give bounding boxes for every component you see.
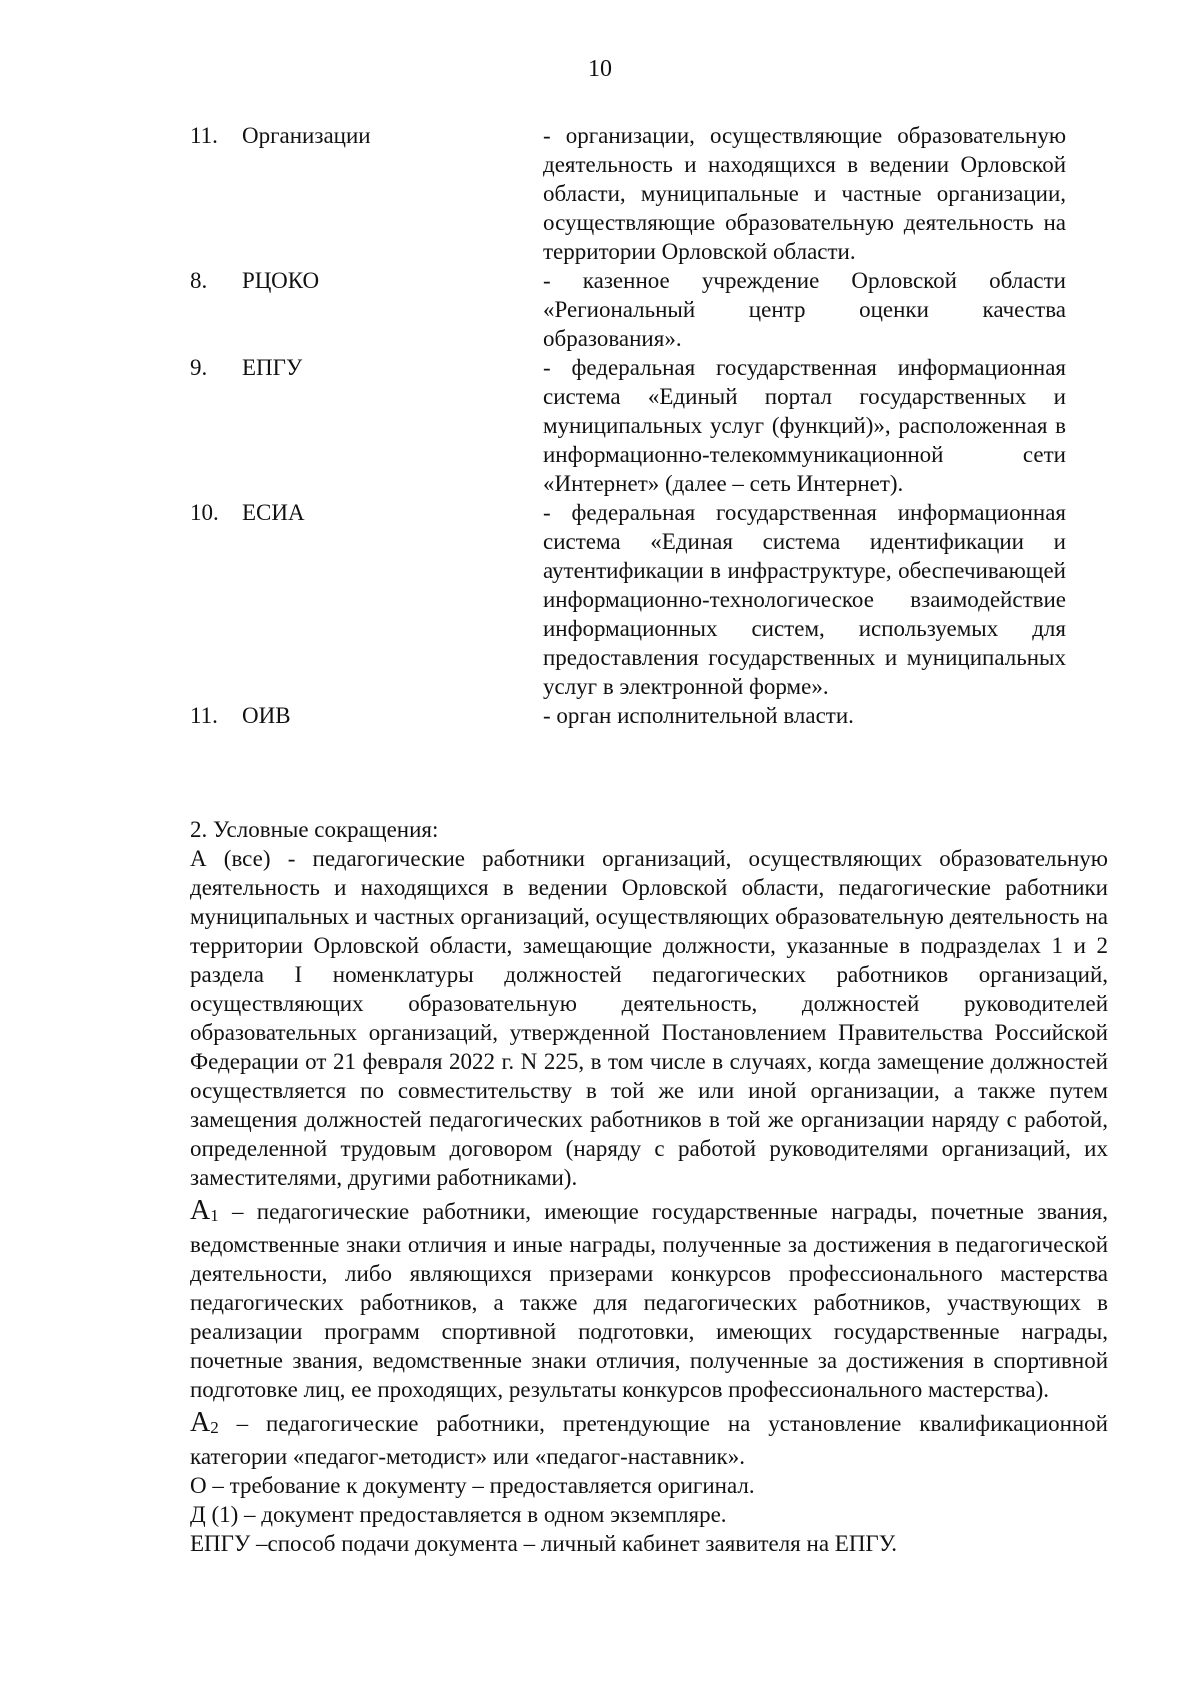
terms-table <box>190 121 1108 730</box>
term-definition: - казенное учреждение Орловской области «Региональный центр оценки качества образования». <box>543 268 1066 351</box>
term-name: ЕПГУ <box>242 355 303 380</box>
abbreviations-heading: 2. Условные сокращения: <box>190 817 439 842</box>
abbreviation-a2-text: – педагогические работники, претендующие на установление квалификационной категории «педагог-методист» или «педагог-наставник». <box>190 1411 1108 1469</box>
term-row-esia <box>190 498 1108 701</box>
term-name: РЦОКО <box>242 268 320 293</box>
term-row-rtsoko <box>190 266 1108 353</box>
abbreviation-epgu: ЕПГУ –способ подачи документа – личный кабинет заявителя на ЕПГУ. <box>190 1531 898 1556</box>
term-row-oiv <box>190 701 1108 730</box>
term-definition: - организации, осуществляющие образовательную деятельность и находящихся в ведении Орловской области, муниципальные и частные организации, осуществляющие образовательную деятельность на территории Орловской области. <box>543 123 1066 264</box>
term-definition: - федеральная государственная информационная система «Единая система идентификации и аутентификации в инфраструктуре, обеспечивающей информационно-технологическое взаимодействие информационных систем, используемых для предоставления государственных и муниципальных услуг в электронной форме». <box>543 500 1066 699</box>
term-number: 11. <box>190 703 218 728</box>
term-number: 10. <box>190 500 219 525</box>
abbreviations-section <box>190 815 1108 1558</box>
abbreviation-d: Д (1) – документ предоставляется в одном экземпляре. <box>190 1502 727 1527</box>
abbreviation-a-all: А (все) - педагогические работники организаций, осуществляющих образовательную деятельность и находящихся в ведении Орловской области, педагогические работники муниципальных и частных организаций, осуществляющих образовательную деятельность на территории Орловской области, замещающие должности, указанные в подразделах 1 и 2 раздела I номенклатуры должностей педагогических работников организаций, осуществляющих образовательную деятельность, должностей руководителей образовательных организаций, утвержденной Постановлением Правительства Российской Федерации от 21 февраля 2022 г. N 225, в том числе в случаях, когда замещение должностей осуществляется по совместительству в той же или иной организации, а также путем замещения должностей педагогических работников в той же организации наряду с работой, определенной трудовым договором (наряду с работой руководителями организаций, их заместителями, другими работниками). <box>190 846 1108 1190</box>
term-name: Организации <box>242 123 371 148</box>
term-number: 9. <box>190 355 208 380</box>
abbreviation-a1-text: – педагогические работники, имеющие государственные награды, почетные звания, ведомственные знаки отличия и иные награды, полученные за достижения в педагогической деятельности, либо являющихся призерами конкурсов профессионального мастерства педагогических работников, а также для педагогических работников, участвующих в реализации программ спортивной подготовки, имеющих государственные награды, почетные звания, ведомственные знаки отличия, полученные за достижения в спортивной подготовке лиц, ее проходящих, результаты конкурсов профессионального мастерства). <box>190 1199 1108 1402</box>
term-definition: - орган исполнительной власти. <box>543 703 854 728</box>
term-number: 8. <box>190 268 208 293</box>
abbreviation-a1-subscript: 1 <box>210 1206 219 1225</box>
abbreviation-a2-subscript: 2 <box>210 1418 219 1437</box>
term-name: ОИВ <box>242 703 291 728</box>
term-row-epgu <box>190 353 1108 498</box>
term-number: 11. <box>190 123 218 148</box>
abbreviation-a2-letter: А <box>190 1407 211 1438</box>
abbreviation-a1 <box>190 1196 1108 1404</box>
abbreviation-a2 <box>190 1408 1108 1471</box>
term-definition: - федеральная государственная информационная система «Единый портал государственных и муниципальных услуг (функций)», расположенная в информационно-телекоммуникационной сети «Интернет» (далее – сеть Интернет). <box>543 355 1066 496</box>
abbreviation-o: О – требование к документу – предоставляется оригинал. <box>190 1473 755 1498</box>
term-name: ЕСИА <box>242 500 305 525</box>
abbreviation-a1-letter: А <box>190 1195 211 1226</box>
term-row-organizations <box>190 121 1108 266</box>
page-number: 10 <box>588 56 612 82</box>
